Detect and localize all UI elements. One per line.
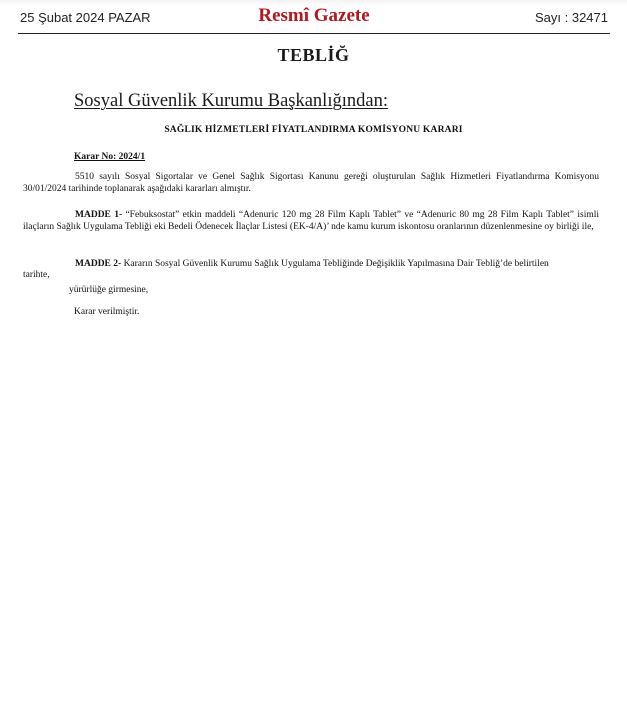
issue-date: 25 Şubat 2024 PAZAR bbox=[20, 10, 151, 25]
article-2-continuation: tarihte, bbox=[23, 270, 50, 280]
article-1 bbox=[23, 209, 599, 233]
article-2-label: MADDE 2- bbox=[75, 259, 122, 269]
article-1-label: MADDE 1- bbox=[75, 210, 123, 220]
closing-statement: Karar verilmiştir. bbox=[74, 307, 140, 317]
effective-clause: yürürlüğe girmesine, bbox=[69, 285, 149, 295]
article-2-text: Kararın Sosyal Güvenlik Kurumu Sağlık Uygulama Tebliğinde Değişiklik Yapılmasına Dair Tebliğ’de belirtilen bbox=[121, 259, 549, 269]
intro-paragraph bbox=[23, 171, 599, 195]
article-1-text: “Febuksostat” etkin maddeli “Adenuric 120 mg 28 Film Kaplı Tablet” ve “Adenuric 80 mg 28 Film Kaplı Tablet” isimli ilaçların Sağlık Uygulama Tebliği eki Bedeli Ödenecek İlaçlar Listesi (EK-4/A)’ nde kamu kurum iskontosu oranlarının düzenlenmesine oy birliği ile, bbox=[23, 210, 599, 232]
gazette-title: Resmî Gazete bbox=[258, 5, 370, 26]
issue-number: Sayı : 32471 bbox=[535, 10, 608, 25]
decision-title: SAĞLIK HİZMETLERİ FİYATLANDIRMA KOMİSYONU KARARI bbox=[164, 125, 463, 135]
gazette-header bbox=[18, 0, 610, 34]
institution-heading: Sosyal Güvenlik Kurumu Başkanlığından: bbox=[74, 91, 388, 111]
intro-text: 5510 sayılı Sosyal Sigortalar ve Genel Sağlık Sigortası Kanunu gereği oluşturulan Sağlık Hizmetleri Fiyatlandırma Komisyonu 30/01/2024 tarihinde toplanarak aşağıdaki kararları almıştır. bbox=[23, 172, 599, 194]
document-type: TEBLİĞ bbox=[277, 45, 350, 65]
article-2 bbox=[23, 258, 599, 270]
decision-number: Karar No: 2024/1 bbox=[74, 152, 146, 162]
